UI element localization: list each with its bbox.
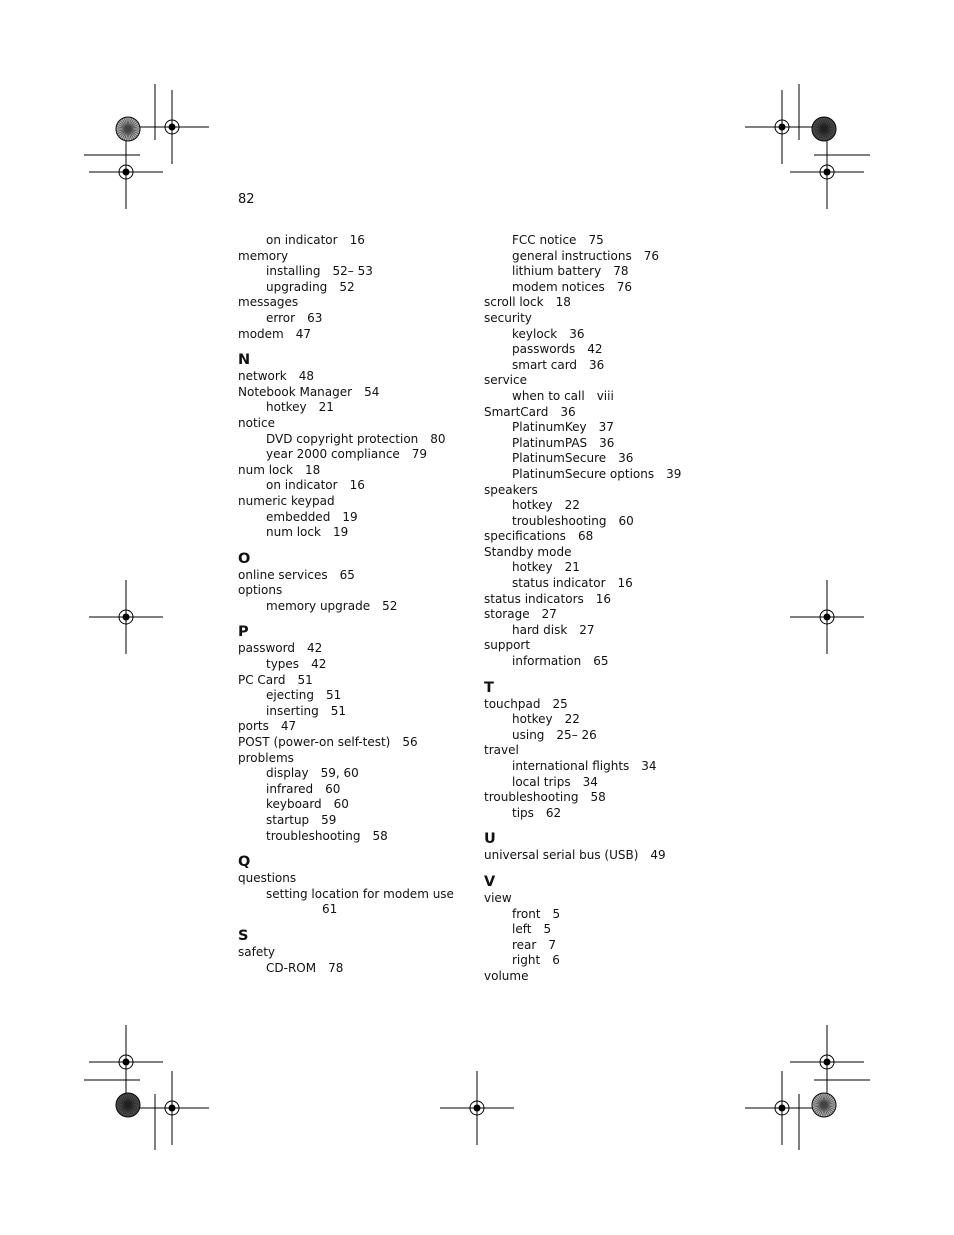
index-page-ref: 58 [590,790,606,805]
index-subentry [238,432,463,448]
index-term: error [266,310,296,325]
index-term: troubleshooting [266,828,361,843]
index-term: PlatinumSecure options [512,466,655,481]
index-page-ref: 22 [564,712,580,727]
index-term: smart card [512,357,578,372]
index-term: lithium battery [512,264,602,279]
index-page-ref: 16 [349,233,365,247]
index-entry [484,592,709,608]
index-section-letter [484,873,709,891]
index-page-ref: 48 [298,369,315,384]
index-term: num lock [238,462,293,477]
index-entry [484,483,709,499]
index-subentry [238,797,463,813]
index-term: left [512,922,532,937]
index-term: PlatinumPAS [512,435,588,450]
index-page-ref: 60 [618,513,634,528]
index-page-ref: 59 [321,813,337,827]
index-page-ref: 19 [342,509,358,524]
registration-mark-icon [790,1025,864,1099]
index-page-ref: 60 [333,797,349,812]
registration-mark-icon [89,580,163,654]
index-term: ejecting [266,688,314,703]
index-page-ref: 36 [560,404,576,419]
index-term: touchpad [484,696,541,711]
index-term: S [238,927,249,944]
index-subentry [484,327,709,343]
index-subentry [238,766,463,782]
registration-mark-icon [89,1025,163,1099]
index-entry [484,373,709,389]
index-term: troubleshooting [484,790,579,805]
index-page-ref: viii [596,388,614,403]
index-page-ref: 36 [599,435,615,450]
index-subentry [484,907,709,923]
index-page-ref: 42 [587,342,603,357]
index-term: Notebook Manager [238,384,353,399]
index-entry [484,311,709,327]
index-entry [238,494,463,510]
index-page-ref: 37 [598,420,614,435]
index-term: status indicator [512,576,606,591]
index-term: SmartCard [484,404,549,419]
index-term: keyboard [266,797,322,812]
index-entry [484,848,709,864]
index-page-ref: 6 [552,953,560,968]
index-page-ref: 7 [548,937,556,952]
index-term: memory upgrade [266,598,371,613]
index-term: V [484,873,496,890]
index-subentry [484,623,709,639]
index-subentry [484,712,709,728]
index-page-ref: 5 [543,922,552,937]
index-entry [484,607,709,623]
index-page-ref: 22 [564,498,580,513]
index-term: problems [238,750,294,765]
index-entry [484,638,709,654]
index-subentry [238,657,463,673]
index-page-ref: 19 [332,525,349,540]
index-page-ref: 63 [307,310,323,325]
index-subentry [238,599,463,615]
index-term: startup [266,813,310,827]
index-term: network [238,369,287,384]
index-entry [484,295,709,311]
index-subentry [238,447,463,463]
index-page-ref: 36 [589,357,605,372]
index-term: inserting [266,703,319,718]
index-section-letter [238,623,463,641]
starburst-mark-icon [116,117,140,141]
index-subentry [484,576,709,592]
index-subentry [484,922,709,938]
index-term: view [484,890,512,905]
index-subentry [484,264,709,280]
index-term: general instructions [512,248,632,263]
starburst-mark-icon [116,1093,140,1117]
index-term: tips [512,805,534,820]
index-subentry [484,436,709,452]
index-term: safety [238,944,276,959]
index-page-ref: 21 [318,400,334,415]
index-page-ref: 47 [295,326,312,341]
index-page-ref: 54 [364,384,380,399]
index-term: using [512,727,545,742]
index-term: speakers [484,482,538,497]
index-entry [238,583,463,599]
index-page-ref: 49 [650,848,666,863]
index-section-letter [238,351,463,369]
index-page-ref: 80 [430,431,446,446]
index-term: hotkey [512,560,553,575]
registration-mark-icon [790,135,864,209]
index-term: modem [238,326,284,341]
index-term: security [484,310,532,325]
page-number: 82 [238,192,255,207]
index-term: rear [512,937,537,952]
index-term: online services [238,567,328,582]
index-term: FCC notice [512,233,577,247]
index-term: notice [238,415,275,430]
index-page-ref: 34 [641,759,657,773]
index-subentry [238,813,463,829]
index-term: scroll lock [484,295,544,310]
index-subentry [238,311,463,327]
index-page-ref: 52 [339,279,355,294]
index-term: travel [484,743,519,758]
index-term: when to call [512,388,585,403]
index-entry [238,385,463,401]
index-term: hard disk [512,622,568,637]
index-subentry [238,233,463,249]
starburst-mark-icon [812,117,836,141]
index-entry [238,673,463,689]
index-term: questions [238,871,297,886]
index-page-ref: 60 [325,781,341,796]
index-page-ref: 42 [311,657,327,672]
starburst-mark-icon [812,1093,836,1117]
index-entry [484,405,709,421]
index-page-ref: 51 [330,703,347,718]
index-page-ref: 51 [297,672,313,687]
index-term: storage [484,607,530,622]
index-page-ref: 18 [304,462,321,477]
index-term: DVD copyright protection [266,431,419,446]
index-term: display [266,766,309,781]
index-subentry [238,478,463,494]
index-term: password [238,641,295,656]
index-subentry [484,938,709,954]
index-page-ref: 51 [325,688,342,703]
index-term: passwords [512,342,576,357]
index-term: ports [238,719,269,734]
index-subentry [484,467,709,483]
index-subentry [238,264,463,280]
index-term: types [266,657,300,672]
index-term: messages [238,295,299,310]
index-subentry [238,829,463,845]
index-term: information [512,654,582,669]
index-page-ref: 59, 60 [320,766,359,781]
index-subentry [484,358,709,374]
registration-mark-icon [440,1071,514,1145]
index-page-ref: 5 [552,906,561,921]
index-page-ref: 39 [666,466,682,481]
index-page-ref: 16 [595,591,612,606]
index-term: num lock [266,525,321,540]
index-section-letter [484,830,709,848]
index-term: international flights [512,759,630,773]
index-term: setting location for modem use [266,886,454,901]
index-subentry [484,953,709,969]
index-subentry [484,728,709,744]
index-page-ref: 65 [593,654,609,669]
index-page-ref: 76 [616,279,633,294]
index-subentry [238,704,463,720]
index-page-ref: 79 [411,447,428,462]
index-entry [484,697,709,713]
index-page-ref: 25– 26 [556,727,597,742]
index-subentry [238,782,463,798]
index-term: embedded [266,509,331,524]
index-subentry [484,451,709,467]
index-term: modem notices [512,279,605,294]
registration-mark-icon [790,580,864,654]
index-entry [238,463,463,479]
index-subentry [484,498,709,514]
index-subentry [238,525,463,541]
index-entry [238,249,463,265]
index-entry [238,945,463,961]
index-subentry [238,400,463,416]
index-page-ref: 27 [541,607,557,622]
index-entry [484,969,709,985]
index-page-ref: 16 [349,478,365,493]
index-term: options [238,583,283,598]
index-term: hotkey [266,400,307,415]
index-subentry [484,280,709,296]
index-term: installing [266,264,321,279]
index-term: upgrading [266,279,328,294]
index-subentry [238,961,463,977]
index-term: PlatinumKey [512,420,587,435]
index-subentry [484,654,709,670]
index-page-ref: 52– 53 [332,264,373,279]
index-entry [238,641,463,657]
index-column-left [238,233,463,976]
index-entry [238,369,463,385]
index-page-ref: 65 [339,567,355,582]
index-term: universal serial bus (USB) [484,848,639,863]
index-entry [238,871,463,887]
index-page-ref: 58 [372,828,388,843]
index-page-ref: 56 [402,735,418,750]
index-term: support [484,638,531,653]
index-page-ref: 52 [382,598,398,613]
index-subentry [484,420,709,436]
index-term: O [238,550,251,567]
index-term: numeric keypad [238,493,335,508]
index-subentry [484,759,709,775]
index-term: Standby mode [484,544,572,559]
index-entry [238,735,463,751]
index-subentry [238,887,463,903]
index-page-ref: 25 [552,696,568,711]
index-subentry [484,233,709,249]
index-term: PlatinumSecure [512,451,607,466]
index-term: right [512,953,541,968]
index-term: status indicators [484,591,584,606]
index-term: POST (power-on self-test) [238,735,391,750]
index-entry [238,568,463,584]
index-entry [484,529,709,545]
index-term: service [484,373,527,388]
index-page-ref: 16 [617,576,633,591]
index-term: CD-ROM [266,960,317,975]
index-term: U [484,831,496,848]
index-term: specifications [484,529,566,544]
index-page-ref: 42 [306,641,323,656]
index-entry [484,743,709,759]
index-term: memory [238,248,289,263]
index-term: 61 [322,902,338,917]
index-page-ref: 62 [545,805,562,820]
index-subentry [484,389,709,405]
index-subentry [484,560,709,576]
index-term: N [238,352,251,369]
index-section-letter [238,853,463,871]
index-entry [238,327,463,343]
index-section-letter [238,550,463,568]
index-term: hotkey [512,498,553,513]
registration-mark-icon [135,1071,209,1145]
index-page-ref: 18 [555,295,571,310]
index-page-ref: 34 [582,774,598,789]
index-term: T [484,679,494,696]
index-column-right [484,233,709,985]
index-section-letter [484,679,709,697]
index-entry [238,295,463,311]
index-term: local trips [512,774,571,789]
index-subentry [238,688,463,704]
index-page-ref: 78 [328,960,344,975]
index-page-ref: 76 [643,248,659,263]
index-subentry [238,510,463,526]
index-term: troubleshooting [512,513,607,528]
index-page-ref: 36 [618,451,634,466]
index-subentry [238,280,463,296]
index-entry [484,790,709,806]
index-term: hotkey [512,712,553,727]
index-subentry [484,249,709,265]
index-page-ref: 68 [577,529,594,544]
index-subentry [484,342,709,358]
index-term: volume [484,968,529,983]
index-page-ref: 27 [579,622,595,637]
index-entry [484,891,709,907]
index-page-ref: 21 [564,560,580,575]
index-term: P [238,624,249,641]
index-subentry [238,902,463,918]
registration-mark-icon [89,135,163,209]
registration-mark-icon [745,1071,819,1145]
index-page-ref: 47 [280,719,297,734]
index-subentry [484,775,709,791]
index-page-ref: 36 [569,326,585,341]
index-entry [238,719,463,735]
registration-mark-icon [745,90,819,164]
index-section-letter [238,927,463,945]
index-term: front [512,906,541,921]
index-term: infrared [266,781,314,796]
index-entry [238,751,463,767]
index-page-ref: 78 [613,264,629,279]
index-term: year 2000 compliance [266,447,400,462]
registration-mark-icon [135,90,209,164]
index-entry [238,416,463,432]
index-subentry [484,514,709,530]
index-term: Q [238,854,251,871]
index-term: PC Card [238,672,286,687]
index-subentry [484,806,709,822]
index-term: on indicator [266,478,338,493]
index-term: keylock [512,326,558,341]
index-entry [484,545,709,561]
index-page-ref: 75 [588,233,604,247]
index-term: on indicator [266,233,338,247]
